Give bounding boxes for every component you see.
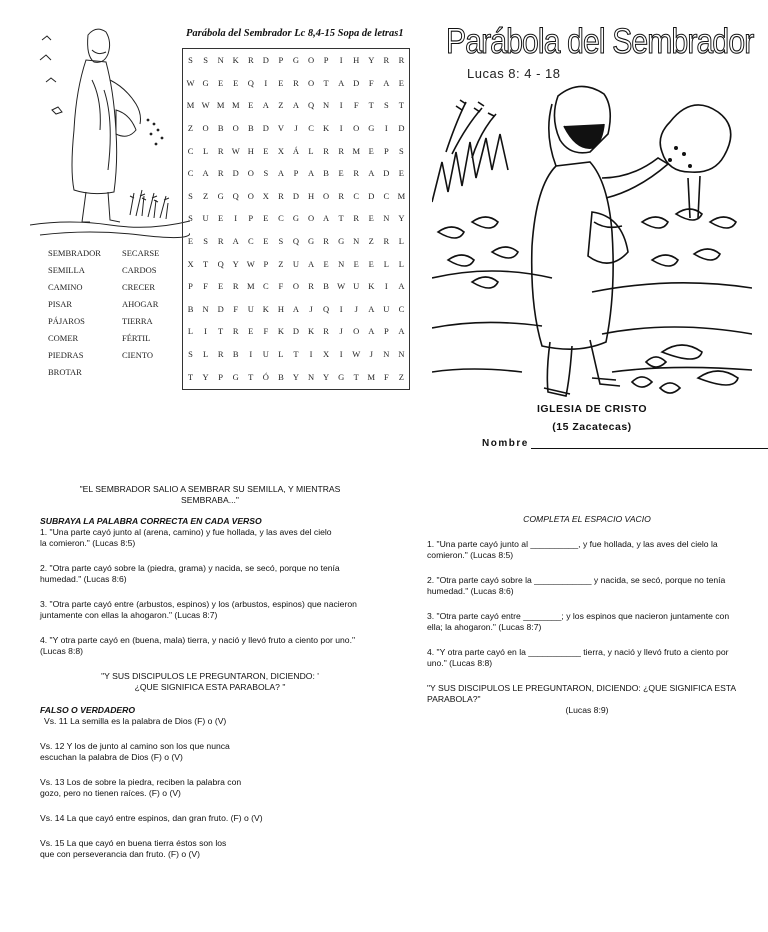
disciples-question: "Y SUS DISCIPULOS LE PREGUNTARON, DICIENDO: ' ¿QUE SIGNIFICA ESTA PARABOLA? " (101, 671, 319, 692)
word-search-cell[interactable]: C (308, 123, 314, 134)
word-search-cell[interactable]: E (398, 77, 404, 88)
word-search-cell[interactable]: E (263, 236, 269, 247)
church-location: (15 Zacatecas) (552, 421, 632, 433)
word-search-cell[interactable]: C (187, 145, 194, 156)
word-search-row (183, 252, 409, 275)
word-search-cell[interactable]: L (398, 258, 404, 269)
word-search-cell[interactable]: U (292, 258, 300, 269)
word-search-cell[interactable]: R (232, 281, 239, 292)
word-search-cell[interactable]: A (323, 213, 330, 224)
word-search-cell[interactable]: L (398, 236, 404, 247)
fill-blank-title: COMPLETA EL ESPACIO VACIO (523, 514, 651, 524)
word-search-cell[interactable]: A (232, 236, 239, 247)
word-search-cell[interactable]: N (383, 349, 390, 360)
word-search-row (183, 230, 409, 253)
word-search-cell[interactable]: E (218, 213, 224, 224)
word-search-cell[interactable]: P (248, 213, 254, 224)
word-search-cell[interactable]: Y (292, 371, 300, 382)
word-search-cell[interactable]: I (339, 303, 343, 314)
cover-title: Parábola del Sembrador (446, 22, 754, 61)
word-search-cell[interactable]: P (323, 55, 329, 66)
word-search-cell[interactable]: E (368, 258, 374, 269)
word-search-cell[interactable]: E (248, 326, 254, 337)
word-search-row (183, 207, 409, 230)
word-search-cell[interactable]: J (294, 123, 298, 134)
word-search-cell[interactable]: H (277, 303, 284, 314)
word-search-cell[interactable]: P (383, 145, 389, 156)
word-search-cell[interactable]: M (397, 190, 406, 201)
word-search-row (183, 72, 409, 95)
word-search-cell[interactable]: S (278, 236, 284, 247)
word-search-cell[interactable]: H (247, 145, 254, 156)
name-field-row (482, 438, 768, 449)
word-search-cell[interactable]: R (338, 145, 344, 156)
sower-illustration-small (30, 20, 190, 250)
word-search-cell[interactable]: F (383, 371, 389, 382)
word-search-cell[interactable]: D (232, 168, 239, 179)
word-search-cell[interactable]: W (201, 100, 210, 111)
word-search-row (183, 162, 409, 185)
word-search-cell[interactable]: R (308, 281, 314, 292)
fill-question-ref: (Lucas 8:9) (565, 705, 609, 715)
word-search-cell[interactable]: K (232, 55, 239, 66)
word-search-cell[interactable]: L (187, 326, 194, 337)
word-search-cell[interactable]: Y (323, 371, 330, 382)
word-search-cell[interactable]: S (188, 190, 193, 201)
word-search-cell[interactable]: Z (278, 258, 284, 269)
word-search-cell[interactable]: Á (292, 145, 300, 156)
word-search-cell[interactable]: S (263, 168, 269, 179)
word-search-cell[interactable]: I (204, 326, 208, 337)
word-search-cell[interactable]: T (293, 349, 299, 360)
word-search-cell[interactable]: D (398, 123, 405, 134)
word-search-cell[interactable]: F (278, 281, 284, 292)
word-search-cell[interactable]: U (262, 349, 269, 360)
word-search-cell[interactable]: Y (232, 258, 239, 269)
word-item: BROTAR (48, 367, 82, 377)
word-search-cell[interactable]: R (323, 145, 329, 156)
true-false-title: FALSO O VERDADERO (40, 705, 136, 715)
word-search-cell[interactable]: I (264, 77, 268, 88)
left-worksheet (40, 484, 380, 860)
word-search-row (183, 298, 409, 321)
word-search-cell[interactable]: Z (202, 190, 209, 201)
word-search-cell[interactable]: K (323, 123, 330, 134)
word-search-cell[interactable]: O (353, 123, 360, 134)
word-search-cell[interactable]: E (368, 145, 374, 156)
word-item: CARDOS (122, 265, 157, 275)
word-search-cell[interactable]: F (263, 326, 269, 337)
word-search-cell[interactable]: A (262, 100, 269, 111)
word-search-cell[interactable]: O (307, 77, 315, 88)
word-search-cell[interactable]: U (202, 213, 209, 224)
word-search-cell[interactable]: G (338, 236, 345, 247)
word-search-cell[interactable]: V (277, 123, 284, 134)
name-label: Nombre (482, 438, 529, 449)
word-search-cell[interactable]: R (398, 55, 405, 66)
word-search-row (183, 117, 409, 140)
word-search-cell[interactable]: E (353, 258, 359, 269)
church-name: IGLESIA DE CRISTO (536, 403, 647, 415)
word-search-cell[interactable]: D (217, 303, 224, 314)
word-search-cell[interactable]: I (339, 55, 343, 66)
word-search-cell[interactable]: A (292, 100, 300, 111)
word-search-cell[interactable]: B (247, 123, 254, 134)
word-search-cell[interactable]: I (339, 349, 343, 360)
word-search-cell[interactable]: R (383, 236, 390, 247)
word-search-cell[interactable]: T (323, 77, 329, 88)
word-search-cell[interactable]: P (218, 371, 224, 382)
word-search-cell[interactable]: D (292, 326, 300, 337)
word-search-cell[interactable]: Z (368, 236, 374, 247)
sower-quote: "EL SEMBRADOR SALIO A SEMBRAR SU SEMILLA, Y MIENTRAS SEMBRABA..." (79, 484, 341, 505)
word-search-cell[interactable]: N (202, 303, 209, 314)
word-search-cell[interactable]: Q (232, 190, 239, 201)
word-search-cell[interactable]: T (398, 100, 404, 111)
word-search-cell[interactable]: X (187, 258, 194, 269)
word-search-cell[interactable]: L (202, 349, 209, 360)
word-search-cell[interactable]: C (383, 190, 390, 201)
word-search-cell[interactable]: L (383, 258, 389, 269)
word-search-cell[interactable]: Y (368, 55, 375, 66)
word-search-cell[interactable]: Q (307, 100, 315, 111)
word-item: AHOGAR (122, 299, 159, 309)
word-search-cell[interactable]: L (202, 145, 209, 156)
word-search-cell[interactable]: R (232, 326, 239, 337)
word-search-cell[interactable]: Z (398, 371, 404, 382)
word-search-cell[interactable]: C (263, 281, 269, 292)
word-search-cell[interactable]: U (383, 303, 390, 314)
word-search-cell[interactable]: D (262, 55, 269, 66)
word-search-cell[interactable]: R (353, 213, 360, 224)
word-search-cell[interactable]: D (368, 190, 375, 201)
word-search-cell[interactable]: A (368, 326, 375, 337)
sower-illustration-large (432, 82, 752, 407)
word-search-cell[interactable]: T (368, 100, 374, 111)
word-search-cell[interactable]: A (292, 303, 300, 314)
word-search-grid (182, 48, 410, 390)
word-search-row (183, 275, 409, 298)
word-search-row (183, 94, 409, 117)
word-search-cell[interactable]: J (369, 349, 373, 360)
word-search-cell[interactable]: H (307, 190, 315, 201)
word-search-cell[interactable]: C (187, 168, 194, 179)
word-search-cell[interactable]: A (368, 168, 375, 179)
word-search-cell[interactable]: F (353, 100, 359, 111)
word-list-col1 (48, 248, 101, 384)
word-search-cell[interactable]: E (263, 145, 269, 156)
word-search-row (183, 365, 409, 388)
word-search-cell[interactable]: A (383, 77, 390, 88)
word-search-cell[interactable]: G (292, 213, 300, 224)
fill-item-3: 3. "Otra parte cayó entre ________; y los espinos que nacieron juntamente con ella; la ahogaron." (Lucas 8:7) (427, 611, 730, 632)
word-search-cell[interactable]: B (232, 349, 239, 360)
word-search-cell[interactable]: O (202, 123, 209, 134)
word-search-cell[interactable]: T (353, 371, 359, 382)
word-search-title: Parábola del Sembrador Lc 8,4-15 Sopa de letras1 (186, 28, 404, 39)
word-search-cell[interactable]: E (218, 281, 224, 292)
name-input-line[interactable] (531, 438, 768, 449)
word-search-cell[interactable]: D (353, 77, 360, 88)
word-search-cell[interactable]: D (292, 190, 300, 201)
word-search-cell[interactable]: E (218, 77, 224, 88)
word-search-cell[interactable]: O (353, 326, 360, 337)
word-search-cell[interactable]: S (399, 145, 404, 156)
word-item: CAMINO (48, 282, 83, 292)
word-search-cell[interactable]: B (187, 303, 194, 314)
word-search-cell[interactable]: W (186, 77, 195, 88)
word-search-cell[interactable]: I (309, 349, 313, 360)
word-search-row (183, 185, 409, 208)
word-search-cell[interactable]: G (338, 371, 345, 382)
word-search-cell[interactable]: A (338, 77, 345, 88)
word-search-cell[interactable]: U (247, 303, 254, 314)
word-search-cell[interactable]: T (338, 213, 344, 224)
word-search-cell[interactable]: I (339, 123, 343, 134)
word-search-cell[interactable]: Ó (262, 371, 269, 382)
word-search-cell[interactable]: O (307, 55, 315, 66)
word-search-row (183, 343, 409, 366)
underline-item-3: 3. "Otra parte cayó entre (arbustos, espinos) y los (arbustos, espinos) que nacieron juntamente con ellas la ahogaron." (Lucas 8:7) (40, 599, 357, 620)
tf-item-11: Vs. 11 La semilla es la palabra de Dios (F) o (V) (44, 716, 227, 726)
word-search-cell[interactable]: X (277, 145, 284, 156)
word-search-cell[interactable]: Q (323, 303, 330, 314)
word-item: CRECER (122, 282, 156, 292)
word-search-cell[interactable]: K (368, 281, 375, 292)
word-search-cell[interactable]: D (262, 123, 269, 134)
word-search-cell[interactable]: X (262, 190, 269, 201)
word-search-cell[interactable]: A (307, 168, 315, 179)
tf-item-12: Vs. 12 Y los de junto al camino son los que nunca escuchan la palabra de Dios (F) o (V) (40, 741, 230, 762)
right-worksheet (427, 514, 747, 716)
word-search-cell[interactable]: T (248, 371, 254, 382)
word-search-cell[interactable]: E (263, 213, 269, 224)
word-search-cell[interactable]: O (247, 190, 254, 201)
word-search-cell[interactable]: P (263, 258, 269, 269)
word-search-cell[interactable]: M (352, 145, 360, 156)
word-item: PISAR (48, 299, 73, 309)
word-search-cell[interactable]: U (353, 281, 360, 292)
word-search-cell[interactable]: R (353, 168, 360, 179)
word-search-cell[interactable]: I (339, 100, 343, 111)
word-search-cell[interactable]: S (188, 349, 193, 360)
word-search-cell[interactable]: P (383, 326, 389, 337)
word-search-cell[interactable]: E (338, 168, 344, 179)
word-search-cell[interactable]: G (368, 123, 375, 134)
fill-item-1: 1. "Una parte cayó junto al __________, y fue hollada, y las aves del cielo la comieron." (Lucas 8:5) (427, 539, 718, 560)
word-item: TIERRA (122, 316, 153, 326)
word-search-cell[interactable]: L (278, 349, 284, 360)
word-search-cell[interactable]: G (292, 55, 300, 66)
word-item: PIEDRAS (48, 350, 84, 360)
word-search-cell[interactable]: E (248, 100, 254, 111)
word-search-cell[interactable]: N (323, 100, 330, 111)
word-search-cell[interactable]: T (218, 326, 224, 337)
fill-question: "Y SUS DISCIPULOS LE PREGUNTARON, DICIENDO: ¿QUE SIGNIFICA ESTA PARABOLA?" (427, 683, 736, 704)
word-search-cell[interactable]: C (398, 303, 405, 314)
word-search-cell[interactable]: N (338, 258, 345, 269)
word-search-cell[interactable]: M (231, 100, 240, 111)
word-search-cell[interactable]: C (278, 213, 284, 224)
word-item: SEMILLA (48, 265, 85, 275)
word-search-cell[interactable]: B (217, 123, 224, 134)
word-search-cell[interactable]: S (203, 236, 208, 247)
underline-item-4: 4. "Y otra parte cayó en (buena, mala) tierra, y nació y llevó fruto a ciento por uno." (Lucas 8:8) (40, 635, 356, 656)
word-search-cell[interactable]: L (308, 145, 314, 156)
word-search-cell[interactable]: O (247, 168, 254, 179)
word-search-cell[interactable]: K (307, 326, 315, 337)
word-search-cell[interactable]: R (278, 190, 284, 201)
fill-item-4: 4. "Y otra parte cayó en la ___________ tierra, y nació y llevó fruto a ciento por uno." (Lucas 8:8) (427, 647, 729, 668)
word-search-cell[interactable]: D (383, 168, 390, 179)
word-search-cell[interactable]: E (323, 258, 329, 269)
word-search-cell[interactable]: N (353, 236, 360, 247)
word-search-cell[interactable]: T (202, 258, 209, 269)
word-search-cell[interactable]: Z (278, 100, 284, 111)
word-search-cell[interactable]: O (307, 213, 315, 224)
word-search-cell[interactable]: E (398, 168, 404, 179)
word-search-cell[interactable]: P (278, 55, 284, 66)
word-search-cell[interactable]: A (307, 258, 315, 269)
tf-item-15: Vs. 15 La que cayó en buena tierra éstos son los que con perseverancia dan fruto. (F) o (V) (40, 838, 227, 859)
word-search-cell[interactable]: R (293, 77, 299, 88)
word-search-cell[interactable]: Z (187, 123, 194, 134)
word-search-cell[interactable]: P (293, 168, 299, 179)
word-list-col2 (122, 248, 159, 367)
word-search-cell[interactable]: M (367, 371, 376, 382)
word-search-cell[interactable]: Q (217, 258, 224, 269)
word-search-cell[interactable]: R (338, 190, 344, 201)
word-search-cell[interactable]: E (233, 77, 239, 88)
word-search-cell[interactable]: R (217, 349, 224, 360)
word-search-cell[interactable]: T (187, 371, 194, 382)
word-search-cell[interactable]: I (249, 349, 253, 360)
word-search-cell[interactable]: S (203, 55, 208, 66)
word-search-cell[interactable]: R (217, 145, 224, 156)
word-search-cell[interactable]: N (307, 371, 315, 382)
word-search-cell[interactable]: K (262, 303, 269, 314)
word-search-cell[interactable]: W (337, 281, 346, 292)
cover-reference: Lucas 8: 4 - 18 (467, 66, 561, 81)
word-search-cell[interactable]: G (232, 371, 239, 382)
word-search-cell[interactable]: A (277, 168, 284, 179)
word-search-cell[interactable]: Y (202, 371, 209, 382)
tf-item-14: Vs. 14 La que cayó entre espinos, dan gran fruto. (F) o (V) (40, 813, 263, 823)
word-search-cell[interactable]: E (187, 236, 194, 247)
word-search-cell[interactable]: X (323, 349, 330, 360)
word-search-cell[interactable]: C (353, 190, 360, 201)
word-search-cell[interactable]: J (339, 326, 343, 337)
word-search-cell[interactable]: O (323, 190, 330, 201)
word-search-cell[interactable]: I (234, 213, 238, 224)
fill-item-2: 2. "Otra parte cayó sobre la ____________ y nacida, se secó, porque no tenía humedad." (Lucas 8:6) (427, 575, 726, 596)
word-search-cell[interactable]: S (383, 100, 389, 111)
word-search-row (183, 139, 409, 162)
underline-item-1: 1. "Una parte cayó junto al (arena, camino) y fue hollada, y las aves del cielo la comieron." (Lucas 8:5) (40, 527, 332, 548)
word-search-cell[interactable]: W (246, 258, 255, 269)
word-search-cell[interactable]: O (232, 123, 239, 134)
word-search-cell[interactable]: B (323, 168, 329, 179)
word-search-cell[interactable]: W (231, 145, 240, 156)
word-search-cell[interactable]: J (354, 303, 358, 314)
word-search-cell[interactable]: F (233, 303, 239, 314)
word-search-cell[interactable]: K (277, 326, 284, 337)
word-search-cell[interactable]: R (217, 168, 224, 179)
word-search-cell[interactable]: I (384, 281, 388, 292)
word-item: SECARSE (122, 248, 160, 258)
word-search-cell[interactable]: I (384, 123, 388, 134)
word-search-row (183, 49, 409, 72)
word-search-cell[interactable]: G (202, 77, 209, 88)
word-search-cell[interactable]: O (292, 281, 300, 292)
word-search-cell[interactable]: B (323, 281, 329, 292)
word-search-cell[interactable]: R (247, 55, 254, 66)
word-search-cell[interactable]: M (247, 281, 255, 292)
word-search-cell[interactable]: Q (292, 236, 300, 247)
word-search-cell[interactable]: J (309, 303, 313, 314)
word-search-cell[interactable]: G (217, 190, 224, 201)
word-search-cell[interactable]: R (323, 236, 329, 247)
word-search-cell[interactable]: M (216, 100, 225, 111)
word-item: FÉRTIL (122, 333, 151, 343)
word-search-cell[interactable]: W (352, 349, 361, 360)
word-search-cell[interactable]: R (323, 326, 329, 337)
word-search-cell[interactable]: A (398, 281, 405, 292)
word-search-cell[interactable]: B (278, 371, 284, 382)
word-search-cell[interactable]: N (383, 213, 390, 224)
word-search-cell[interactable]: S (188, 213, 193, 224)
word-item: COMER (48, 333, 79, 343)
word-search-cell[interactable]: G (307, 236, 315, 247)
word-search-cell[interactable]: E (368, 213, 374, 224)
word-search-cell[interactable]: H (353, 55, 360, 66)
word-search-cell[interactable]: P (188, 281, 193, 292)
word-search-cell[interactable]: R (217, 236, 224, 247)
word-search-cell[interactable]: M (186, 100, 195, 111)
word-search-cell[interactable]: N (398, 349, 405, 360)
word-search-cell[interactable]: R (383, 55, 390, 66)
word-search-cell[interactable]: S (188, 55, 193, 66)
word-search-row (183, 320, 409, 343)
word-item: PÁJAROS (48, 316, 85, 326)
word-search-cell[interactable]: E (278, 77, 284, 88)
word-search-cell[interactable]: A (398, 326, 405, 337)
word-search-cell[interactable]: A (368, 303, 375, 314)
word-search-cell[interactable]: Y (398, 213, 405, 224)
underline-section-title: SUBRAYA LA PALABRA CORRECTA EN CADA VERSO (40, 516, 262, 526)
word-search-cell[interactable]: C (247, 236, 254, 247)
word-search-cell[interactable]: F (203, 281, 208, 292)
word-search-cell[interactable]: F (368, 77, 374, 88)
word-search-cell[interactable]: A (202, 168, 209, 179)
word-item: SEMBRADOR (48, 248, 101, 258)
underline-item-2: 2. "Otra parte cayó sobre la (piedra, grama) y nacida, se secó, porque no tenía humedad." (Lucas 8:6) (40, 563, 340, 584)
tf-item-13: Vs. 13 Los de sobre la piedra, reciben la palabra con gozo, pero no tienen raíces. (F) o (V) (40, 777, 242, 798)
word-item: CIENTO (122, 350, 154, 360)
word-search-cell[interactable]: Q (247, 77, 254, 88)
word-search-cell[interactable]: N (217, 55, 224, 66)
